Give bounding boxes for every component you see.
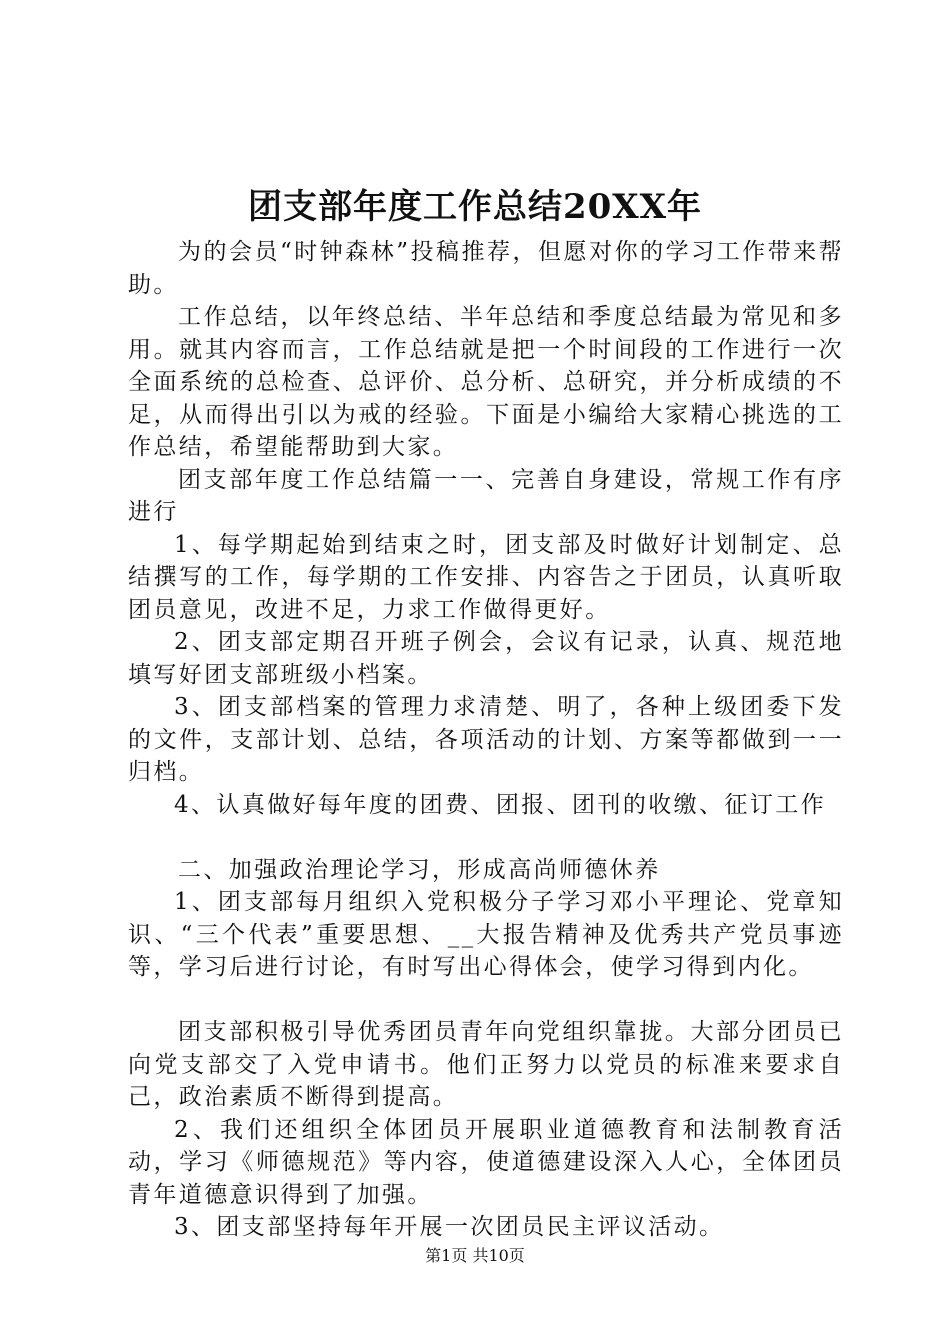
paragraph-intro: 为的会员“时钟森林”投稿推荐，但愿对你的学习工作带来帮助。 [128,239,844,298]
paragraph-summary-definition: 工作总结，以年终总结、半年总结和季度总结最为常见和多用。就其内容而言，工作总结就是把一个时间段的工作进行一次全面系统的总检查、总评价、总分析、总研究，并分析成绩的不足，从而得出引以为戒的经验。下面是小编给大家精心挑选的工作总结，希望能帮助到大家。 [128,304,844,460]
document-title: 团支部年度工作总结20XX年 [247,187,703,227]
paragraph-party-guidance: 团支部积极引导优秀团员青年向党组织靠拢。大部分团员已向党支部交了入党申请书。他们正努力以党员的标准来要求自己，政治素质不断得到提高。 [128,1019,844,1110]
paragraph-gap [128,984,844,1017]
paragraph-section-one-heading: 团支部年度工作总结篇一一、完善自身建设，常规工作有序进行 [128,466,844,525]
paragraph-section-two-item-3: 3、团支部坚持每年开展一次团员民主评议活动。 [174,1214,725,1240]
paragraph-item-3: 3、团支部档案的管理力求清楚、明了，各种上级团委下发的文件，支部计划、总结，各项活动的计划、方案等都做到一一归档。 [128,694,844,785]
paragraph-item-1: 1、每学期起始到结束之时，团支部及时做好计划制定、总结撰写的工作，每学期的工作安排、内容告之于团员，认真听取团员意见，改进不足，力求工作做得更好。 [128,531,844,623]
paragraph-item-4: 4、认真做好每年度的团费、团报、团刊的收缴、征订工作 [174,791,827,818]
paragraph-item-2: 2、团支部定期召开班子例会，会议有记录，认真、规范地填写好团支部班级小档案。 [128,629,844,688]
paragraph-section-two-item-1: 1、团支部每月组织入党积极分子学习邓小平理论、党章知识、“三个代表”重要思想、__大报告精神及优秀共产党员事迹等，学习后进行讨论，有时写出心得体会，使学习得到内化。 [128,889,844,980]
paragraph-gap [128,821,844,854]
document-body [128,236,844,1244]
paragraph-section-two-item-2: 2、我们还组织全体团员开展职业道德教育和法制教育活动，学习《师德规范》等内容，使道德建设深入人心，全体团员青年道德意识得到了加强。 [128,1116,844,1208]
paragraph-section-two-heading: 二、加强政治理论学习，形成高尚师德休养 [178,856,661,883]
page-footer: 第1页 共10页 [425,1246,525,1265]
